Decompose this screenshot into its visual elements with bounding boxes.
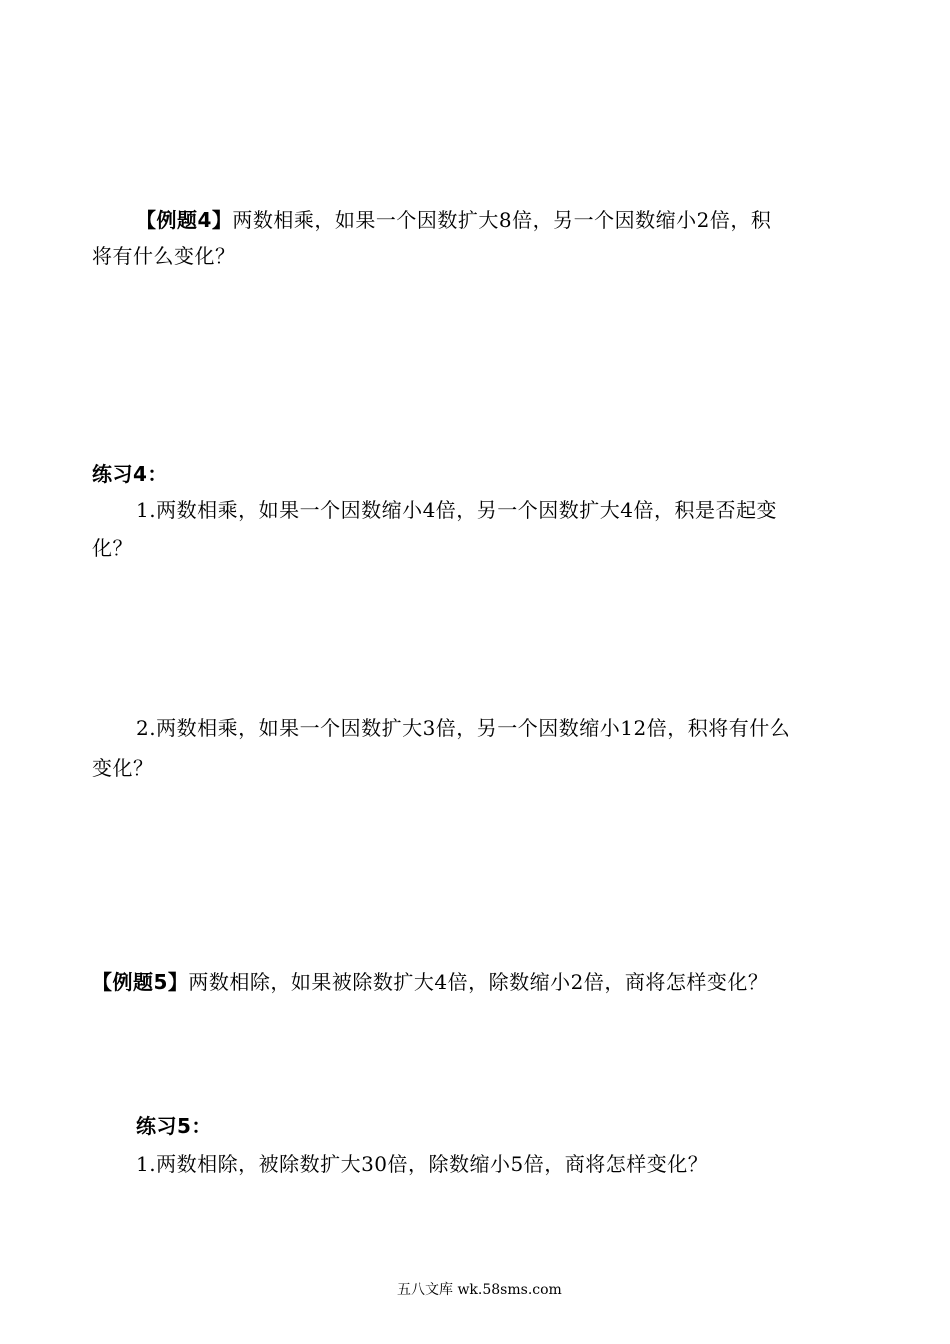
example5-line: [92, 970, 768, 994]
practice4-q2-line2: 变化？: [92, 756, 154, 780]
practice4-q1-line1: 1.两数相乘，如果一个因数缩小4倍，另一个因数扩大4倍，积是否起变: [136, 498, 778, 522]
practice4-q1-line2: 化？: [92, 536, 133, 560]
example5-text: 两数相除，如果被除数扩大4倍，除数缩小2倍，商将怎样变化？: [188, 970, 769, 994]
practice4-q2-line1: 2.两数相乘，如果一个因数扩大3倍，另一个因数缩小12倍，积将有什么: [136, 716, 791, 740]
example4-text-line2: 将有什么变化？: [92, 244, 236, 268]
example4-line1: [136, 208, 771, 232]
practice5-q1: 1.两数相除，被除数扩大30倍，除数缩小5倍，商将怎样变化？: [136, 1152, 709, 1176]
example4-text-line1: 两数相乘，如果一个因数扩大8倍，另一个因数缩小2倍，积: [232, 208, 772, 232]
example4-label: 【例题4】: [136, 208, 233, 232]
footer-text: 五八文库 wk.58sms.com: [397, 1282, 562, 1298]
example5-label: 【例题5】: [92, 970, 189, 994]
practice4-title: 练习4：: [92, 462, 168, 486]
practice5-title: 练习5：: [136, 1114, 212, 1138]
